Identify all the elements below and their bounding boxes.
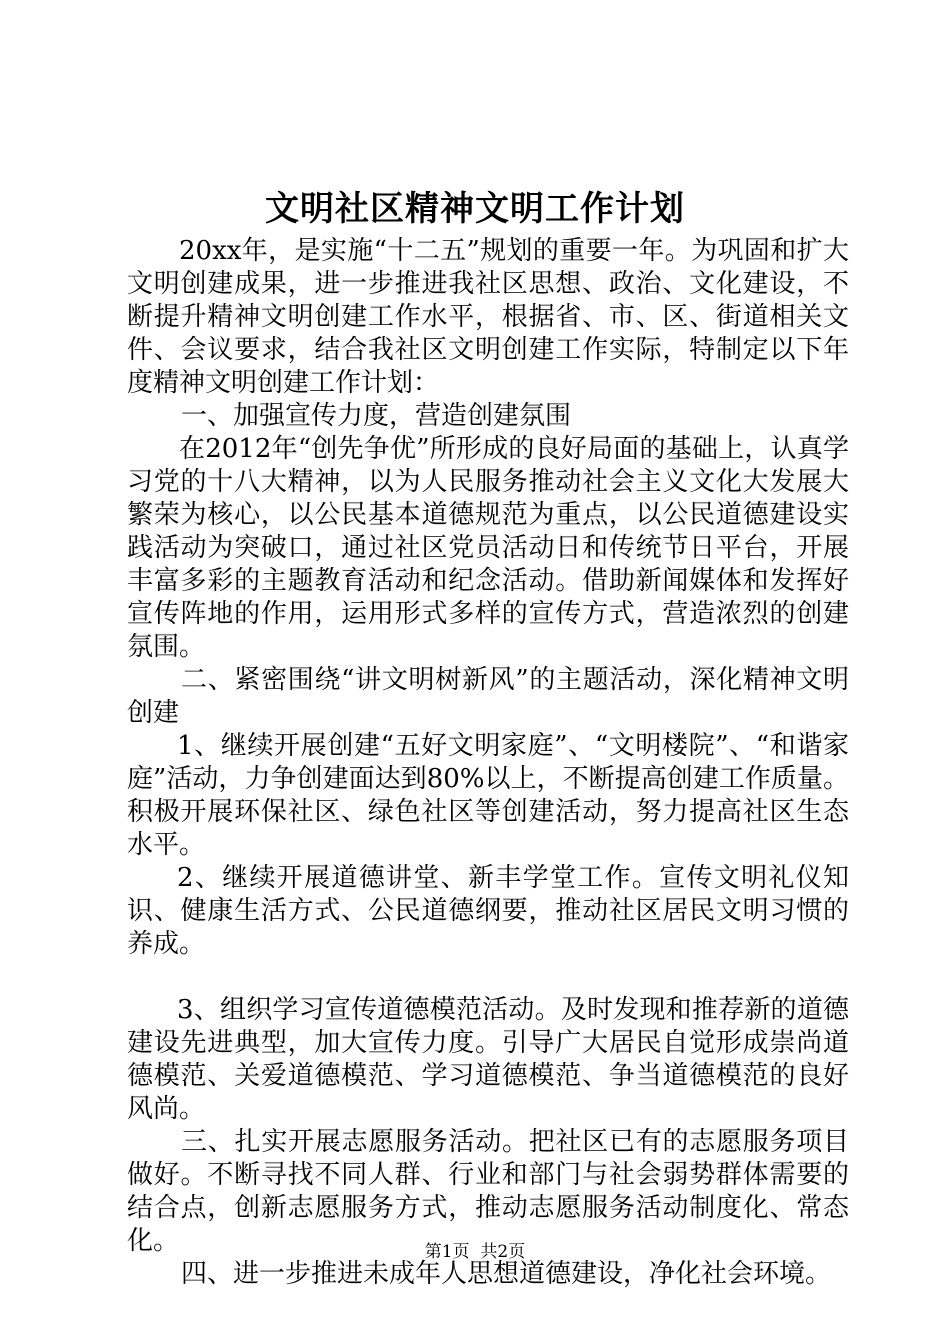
- paragraph-item-2: 2、继续开展道德讲堂、新丰学堂工作。宣传文明礼仪知识、健康生活方式、公民道德纲要，推动社区居民文明习惯的养成。: [127, 863, 849, 959]
- paragraph-item-1: 1、继续开展创建“五好文明家庭”、“文明楼院”、“和谐家庭”活动，力争创建面达到80%以上，不断提高创建工作质量。积极开展环保社区、绿色社区等创建活动，努力提高社区生态水平。: [127, 731, 849, 860]
- paragraph-item-3: 3、组织学习宣传道德模范活动。及时发现和推荐新的道德建设先进典型，加大宣传力度。引导广大居民自觉形成崇尚道德模范、关爱道德模范、学习道德模范、争当道德模范的良好风尚。: [127, 995, 849, 1124]
- heading-section-1: 一、加强宣传力度，营造创建氛围: [181, 401, 572, 431]
- page-total: 共2页: [480, 1242, 526, 1262]
- paragraph-intro: 20xx年，是实施“十二五”规划的重要一年。为巩固和扩大文明创建成果，进一步推进我社区思想、政治、文化建设，不断提升精神文明创建工作水平，根据省、市、区、街道相关文件、会议要求，结合我社区文明创建工作实际，特制定以下年度精神文明创建工作计划：: [127, 236, 849, 398]
- heading-section-2: 二、紧密围绕“讲文明树新风”的主题活动，深化精神文明创建: [127, 665, 849, 728]
- heading-section-4: 四、进一步推进未成年人思想道德建设，净化社会环境。: [181, 1259, 832, 1289]
- document-body: [127, 235, 849, 1291]
- document-title: 文明社区精神文明工作计划: [265, 189, 685, 229]
- paragraph-section-1: 在2012年“创先争优”所形成的良好局面的基础上，认真学习党的十八大精神，以为人民服务推动社会主义文化大发展大繁荣为核心，以公民基本道德规范为重点，以公民道德建设实践活动为突破口，通过社区党员活动日和传统节日平台，开展丰富多彩的主题教育活动和纪念活动。借助新闻媒体和发挥好宣传阵地的作用，运用形式多样的宣传方式，营造浓烈的创建氛围。: [127, 434, 849, 662]
- page-number: 第1页: [424, 1242, 470, 1262]
- blank-line: [127, 961, 849, 994]
- page-footer: [0, 1240, 950, 1264]
- paragraph-section-3: 三、扎实开展志愿服务活动。把社区已有的志愿服务项目做好。不断寻找不同人群、行业和部门与社会弱势群体需要的结合点，创新志愿服务方式，推动志愿服务活动制度化、常态化。: [127, 1127, 849, 1256]
